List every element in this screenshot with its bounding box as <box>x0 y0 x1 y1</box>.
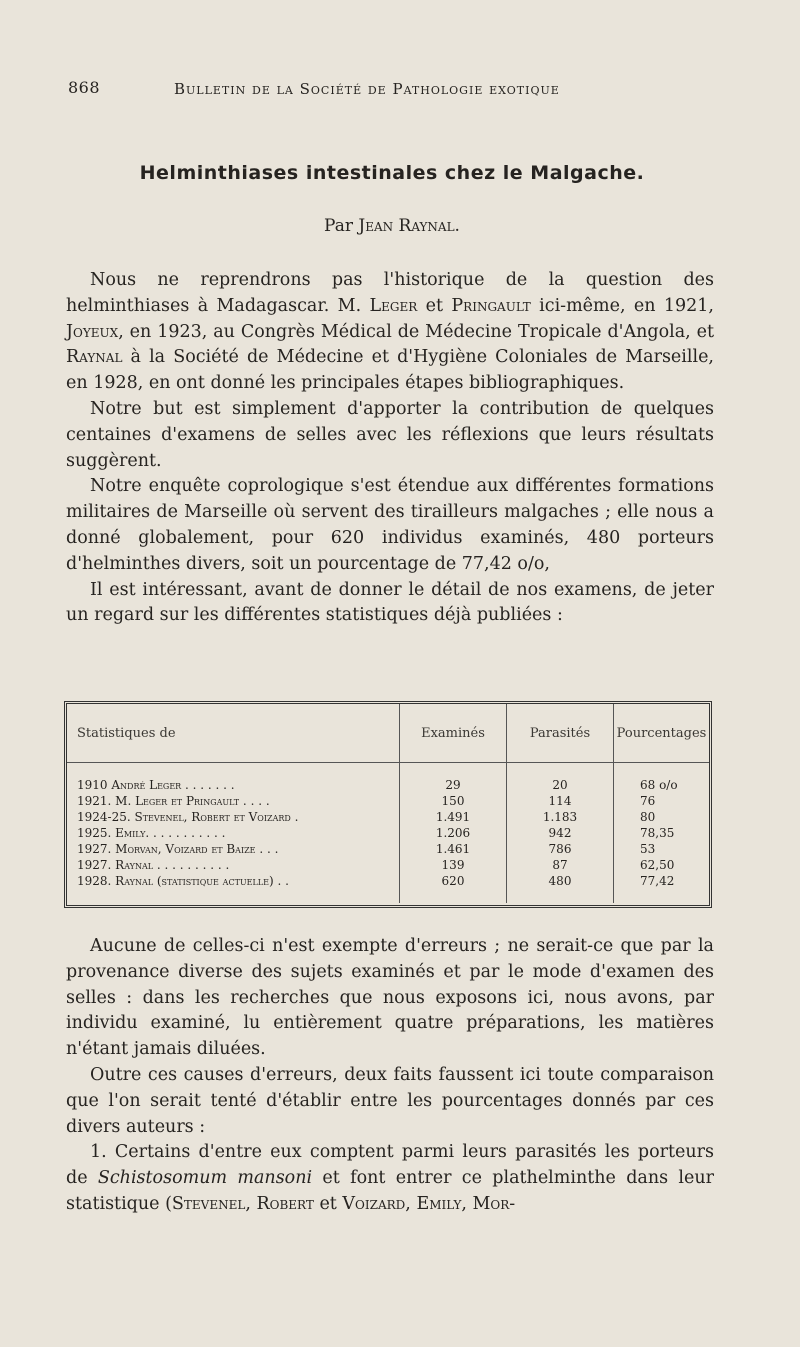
cell-parasites: 942 <box>507 825 614 841</box>
cell-percentage: 80 <box>640 810 656 824</box>
cell-year: 1927. <box>77 842 112 856</box>
table-row <box>67 809 709 825</box>
paragraph <box>66 1063 714 1140</box>
cell-percentage: 78,35 <box>640 826 675 840</box>
cell-source <box>67 825 400 841</box>
byline <box>68 216 716 236</box>
cell-source <box>67 841 400 857</box>
body-text-discussion <box>66 934 714 1218</box>
cell-author: André Leger . . . . . . . <box>107 778 235 792</box>
cell-percentage: 77,42 <box>640 874 675 888</box>
cell-percentage: 62,50 <box>640 858 675 872</box>
table-header-row <box>67 704 709 763</box>
table-row <box>67 857 709 873</box>
text-run: 1. Certains d'entre eux comptent parmi leurs parasités les porteurs de <box>66 1142 714 1189</box>
cell-examines: 1.461 <box>400 841 507 857</box>
header-examines: Examinés <box>400 704 507 763</box>
cell-year: 1927. <box>77 858 112 872</box>
paragraph <box>66 397 714 474</box>
cell-author: Stevenel, Robert et Voizard . <box>130 810 299 824</box>
table-row <box>67 763 709 794</box>
table-row <box>67 825 709 841</box>
table-row <box>67 793 709 809</box>
paragraph <box>66 1140 714 1217</box>
cell-examines: 1.491 <box>400 809 507 825</box>
cell-parasites: 480 <box>507 873 614 903</box>
running-head <box>68 78 716 102</box>
paragraph <box>66 268 714 397</box>
text-run: , <box>405 1193 417 1214</box>
cell-author: Emily. . . . . . . . . . . <box>111 826 226 840</box>
cell-year: 1925. <box>77 826 112 840</box>
cell-author: M. Leger et Pringault . . . . <box>111 794 270 808</box>
text-run: à la Société de Médecine et d'Hygiène Coloniales de Marseille, en 1928, en ont donné les principales étapes bibliographiques. <box>66 347 714 394</box>
cell-year: 1910 <box>77 778 108 792</box>
cell-author: Raynal (statistique actuelle) . . <box>111 874 289 888</box>
cell-examines: 29 <box>400 763 507 794</box>
page-number: 868 <box>68 78 101 97</box>
text-run: Notre but est simplement d'apporter la contribution de quelques centaines d'examens de selles avec les réflexions que leurs résultats suggèrent. <box>66 398 714 471</box>
article-title: Helminthiases intestinales chez le Malgache. <box>139 162 645 184</box>
cell-year: 1921. <box>77 794 112 808</box>
cell-source <box>67 809 400 825</box>
paragraph <box>66 578 714 630</box>
body-text-intro <box>66 268 714 629</box>
author-reference: Voizard <box>342 1193 406 1214</box>
author-reference: Robert <box>256 1193 314 1214</box>
text-run: Outre ces causes d'erreurs, deux faits faussent ici toute comparaison que l'on serait tenté d'établir entre les pourcentages donnés par ces divers auteurs : <box>66 1064 714 1137</box>
text-run: Aucune de celles-ci n'est exempte d'erreurs ; ne serait-ce que par la provenance diverse des sujets examinés et par le mode d'examen des selles : dans les recherches que nous exposons ici, nous avons, par individu examiné, lu entièrement quatre préparations, les matières n'étant jamais diluées. <box>66 936 714 1060</box>
author-name: Jean Raynal. <box>358 216 460 236</box>
paragraph <box>66 474 714 577</box>
species-name: Schistosomum mansoni <box>97 1168 313 1189</box>
cell-parasites: 20 <box>507 763 614 794</box>
statistics-table <box>64 701 712 908</box>
author-reference: Pringault <box>451 295 531 316</box>
cell-examines: 1.206 <box>400 825 507 841</box>
text-run: Notre enquête coprologique s'est étendue aux différentes formations militaires de Marseille où servent des tirailleurs malgaches ; elle nous a donné globalement, pour 620 individus examinés, 480 porteurs d'helminthes divers, soit un pourcentage de 77,42 o/o, <box>66 476 714 574</box>
cell-percentage: 76 <box>640 794 656 808</box>
cell-percentage: 53 <box>640 842 656 856</box>
cell-parasites: 87 <box>507 857 614 873</box>
cell-parasites: 786 <box>507 841 614 857</box>
cell-percentage: 68 o/o <box>640 778 678 792</box>
text-run: Nous ne reprendrons pas l'historique de la question des helminthiases à Madagascar. M. <box>66 270 714 316</box>
cell-source <box>67 763 400 794</box>
cell-parasites: 114 <box>507 793 614 809</box>
cell-examines: 620 <box>400 873 507 903</box>
text-run: et <box>313 1193 343 1214</box>
cell-author: Morvan, Voizard et Baize . . . <box>111 842 279 856</box>
header-pourcentages: Pourcentages <box>614 704 710 763</box>
author-reference: Leger <box>369 295 418 316</box>
author-reference: Mor- <box>472 1193 516 1214</box>
text-run: et <box>417 295 452 316</box>
cell-source <box>67 873 400 903</box>
cell-source <box>67 857 400 873</box>
header-parasites: Parasités <box>507 704 614 763</box>
author-reference: Raynal <box>66 347 123 368</box>
text-run: Il est intéressant, avant de donner le détail de nos examens, de jeter un regard sur les différentes statistiques déjà publiées : <box>66 579 714 626</box>
table-row <box>67 841 709 857</box>
cell-examines: 150 <box>400 793 507 809</box>
cell-examines: 139 <box>400 857 507 873</box>
header-statistiques: Statistiques de <box>67 704 400 763</box>
text-run: , <box>245 1193 257 1214</box>
journal-title: Bulletin de la Société de Pathologie exotique <box>174 80 560 98</box>
text-run: , <box>461 1193 473 1214</box>
byline-prefix: Par <box>324 216 353 236</box>
author-reference: Joyeux <box>66 321 119 342</box>
text-run: ici-même, en 1921, <box>530 295 714 316</box>
cell-author: Raynal . . . . . . . . . . <box>111 858 230 872</box>
cell-parasites: 1.183 <box>507 809 614 825</box>
table-row <box>67 873 709 903</box>
cell-year: 1928. <box>77 874 112 888</box>
author-reference: Stevenel <box>171 1193 246 1214</box>
text-run: , en 1923, au Congrès Médical de Médecine Tropicale d'Angola, et <box>118 321 714 342</box>
paragraph <box>66 934 714 1063</box>
author-reference: Emily <box>416 1193 462 1214</box>
cell-source <box>67 793 400 809</box>
cell-year: 1924-25. <box>77 810 131 824</box>
text-run: et font entrer ce plathelminthe dans leur statistique ( <box>66 1168 715 1214</box>
